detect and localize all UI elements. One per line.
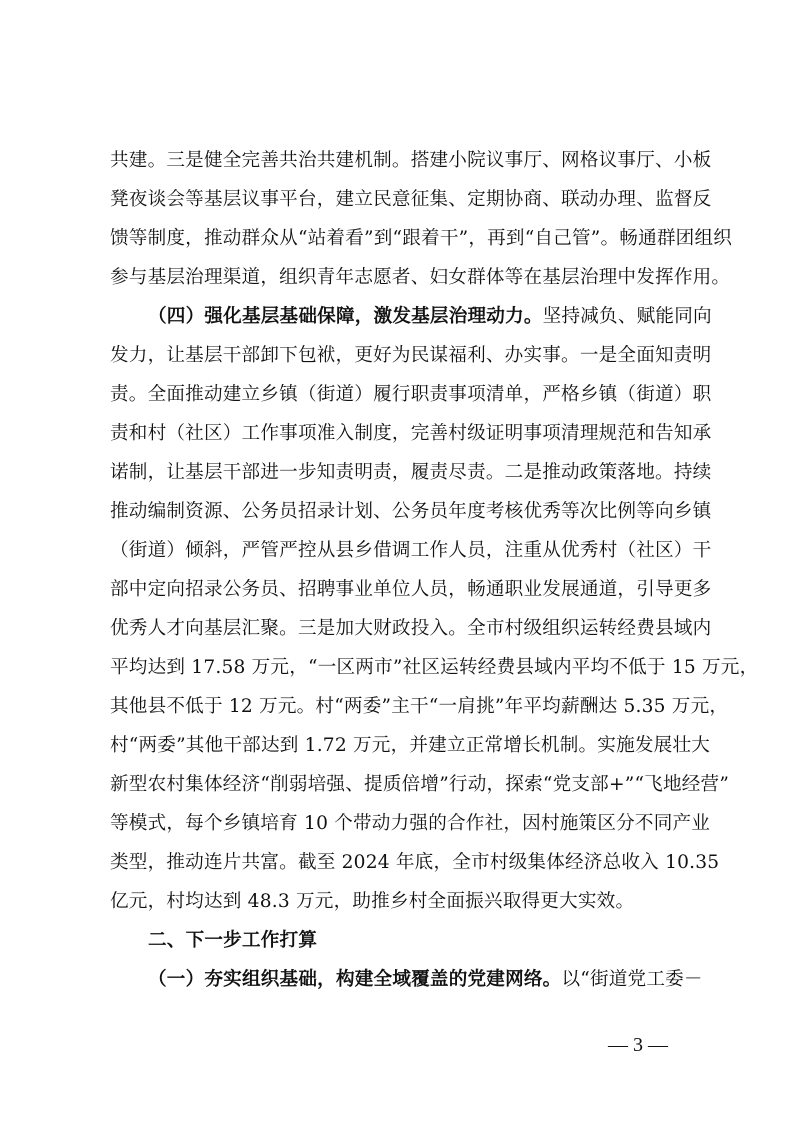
- body-text-line: 新型农村集体经济“削弱培强、提质倍增”行动，探索“党支部+”“飞地经营”: [110, 774, 730, 795]
- body-text-line: 推动编制资源、公务员招录计划、公务员年度考核优秀等次比例等向乡镇: [110, 501, 712, 522]
- paragraph-first-line: [148, 965, 703, 995]
- body-text-line: 类型，推动连片共富。截至 2024 年底，全市村级集体经济总收入 10.35: [110, 852, 720, 873]
- body-text-line: 部中定向招录公务员、招聘事业单位人员，畅通职业发展通道，引导更多: [110, 579, 712, 600]
- subsection-heading: （四）强化基层基础保障，激发基层治理动力。: [148, 306, 543, 327]
- section-heading: 二、下一步工作打算: [148, 930, 318, 951]
- paragraph-first-line: [148, 302, 712, 332]
- body-text-line: 村“两委”其他干部达到 1.72 万元，并建立正常增长机制。实施发展壮大: [110, 735, 711, 756]
- body-text-line: 等模式，每个乡镇培育 10 个带动力强的合作社，因村施策区分不同产业: [110, 813, 711, 834]
- body-text-line: 馈等制度，推动群众从“站着看”到“跟着干”，再到“自己管”。畅通群团组织: [110, 228, 733, 249]
- body-text-line: 亿元，村均达到 48.3 万元，助推乡村全面振兴取得更大实效。: [110, 891, 635, 912]
- body-text-line: 责和村（社区）工作事项准入制度，完善村级证明事项清理规范和告知承: [110, 423, 712, 444]
- body-text-line: 责。全面推动建立乡镇（街道）履行职责事项清单，严格乡镇（街道）职: [110, 384, 712, 405]
- page-number: — 3 —: [608, 1034, 668, 1056]
- body-text-line: 参与基层治理渠道，组织青年志愿者、妇女群体等在基层治理中发挥作用。: [110, 267, 731, 288]
- subsection-heading: （一）夯实组织基础，构建全域覆盖的党建网络。: [148, 969, 562, 990]
- body-text-line: （街道）倾斜，严管严控从县乡借调工作人员，注重从优秀村（社区）干: [110, 540, 712, 561]
- body-text: 坚持减负、赋能同向: [542, 306, 712, 327]
- body-text-line: 平均达到 17.58 万元，“一区两市”社区运转经费县域内平均不低于 15 万元，: [110, 657, 759, 678]
- body-text-line: 发力，让基层干部卸下包袱，更好为民谋福利、办实事。一是全面知责明: [110, 345, 712, 366]
- body-text-line: 优秀人才向基层汇聚。三是加大财政投入。全市村级组织运转经费县域内: [110, 618, 712, 639]
- body-text-line: 共建。三是健全完善共治共建机制。搭建小院议事厅、网格议事厅、小板: [110, 150, 712, 171]
- body-text-line: 凳夜谈会等基层议事平台，建立民意征集、定期协商、联动办理、监督反: [110, 189, 712, 210]
- body-text-line: 其他县不低于 12 万元。村“两委”主干“一肩挑”年平均薪酬达 5.35 万元，: [110, 696, 729, 717]
- body-text: 以“街道党工委－: [561, 969, 703, 990]
- body-text-line: 诺制，让基层干部进一步知责明责，履责尽责。二是推动政策落地。持续: [110, 462, 712, 483]
